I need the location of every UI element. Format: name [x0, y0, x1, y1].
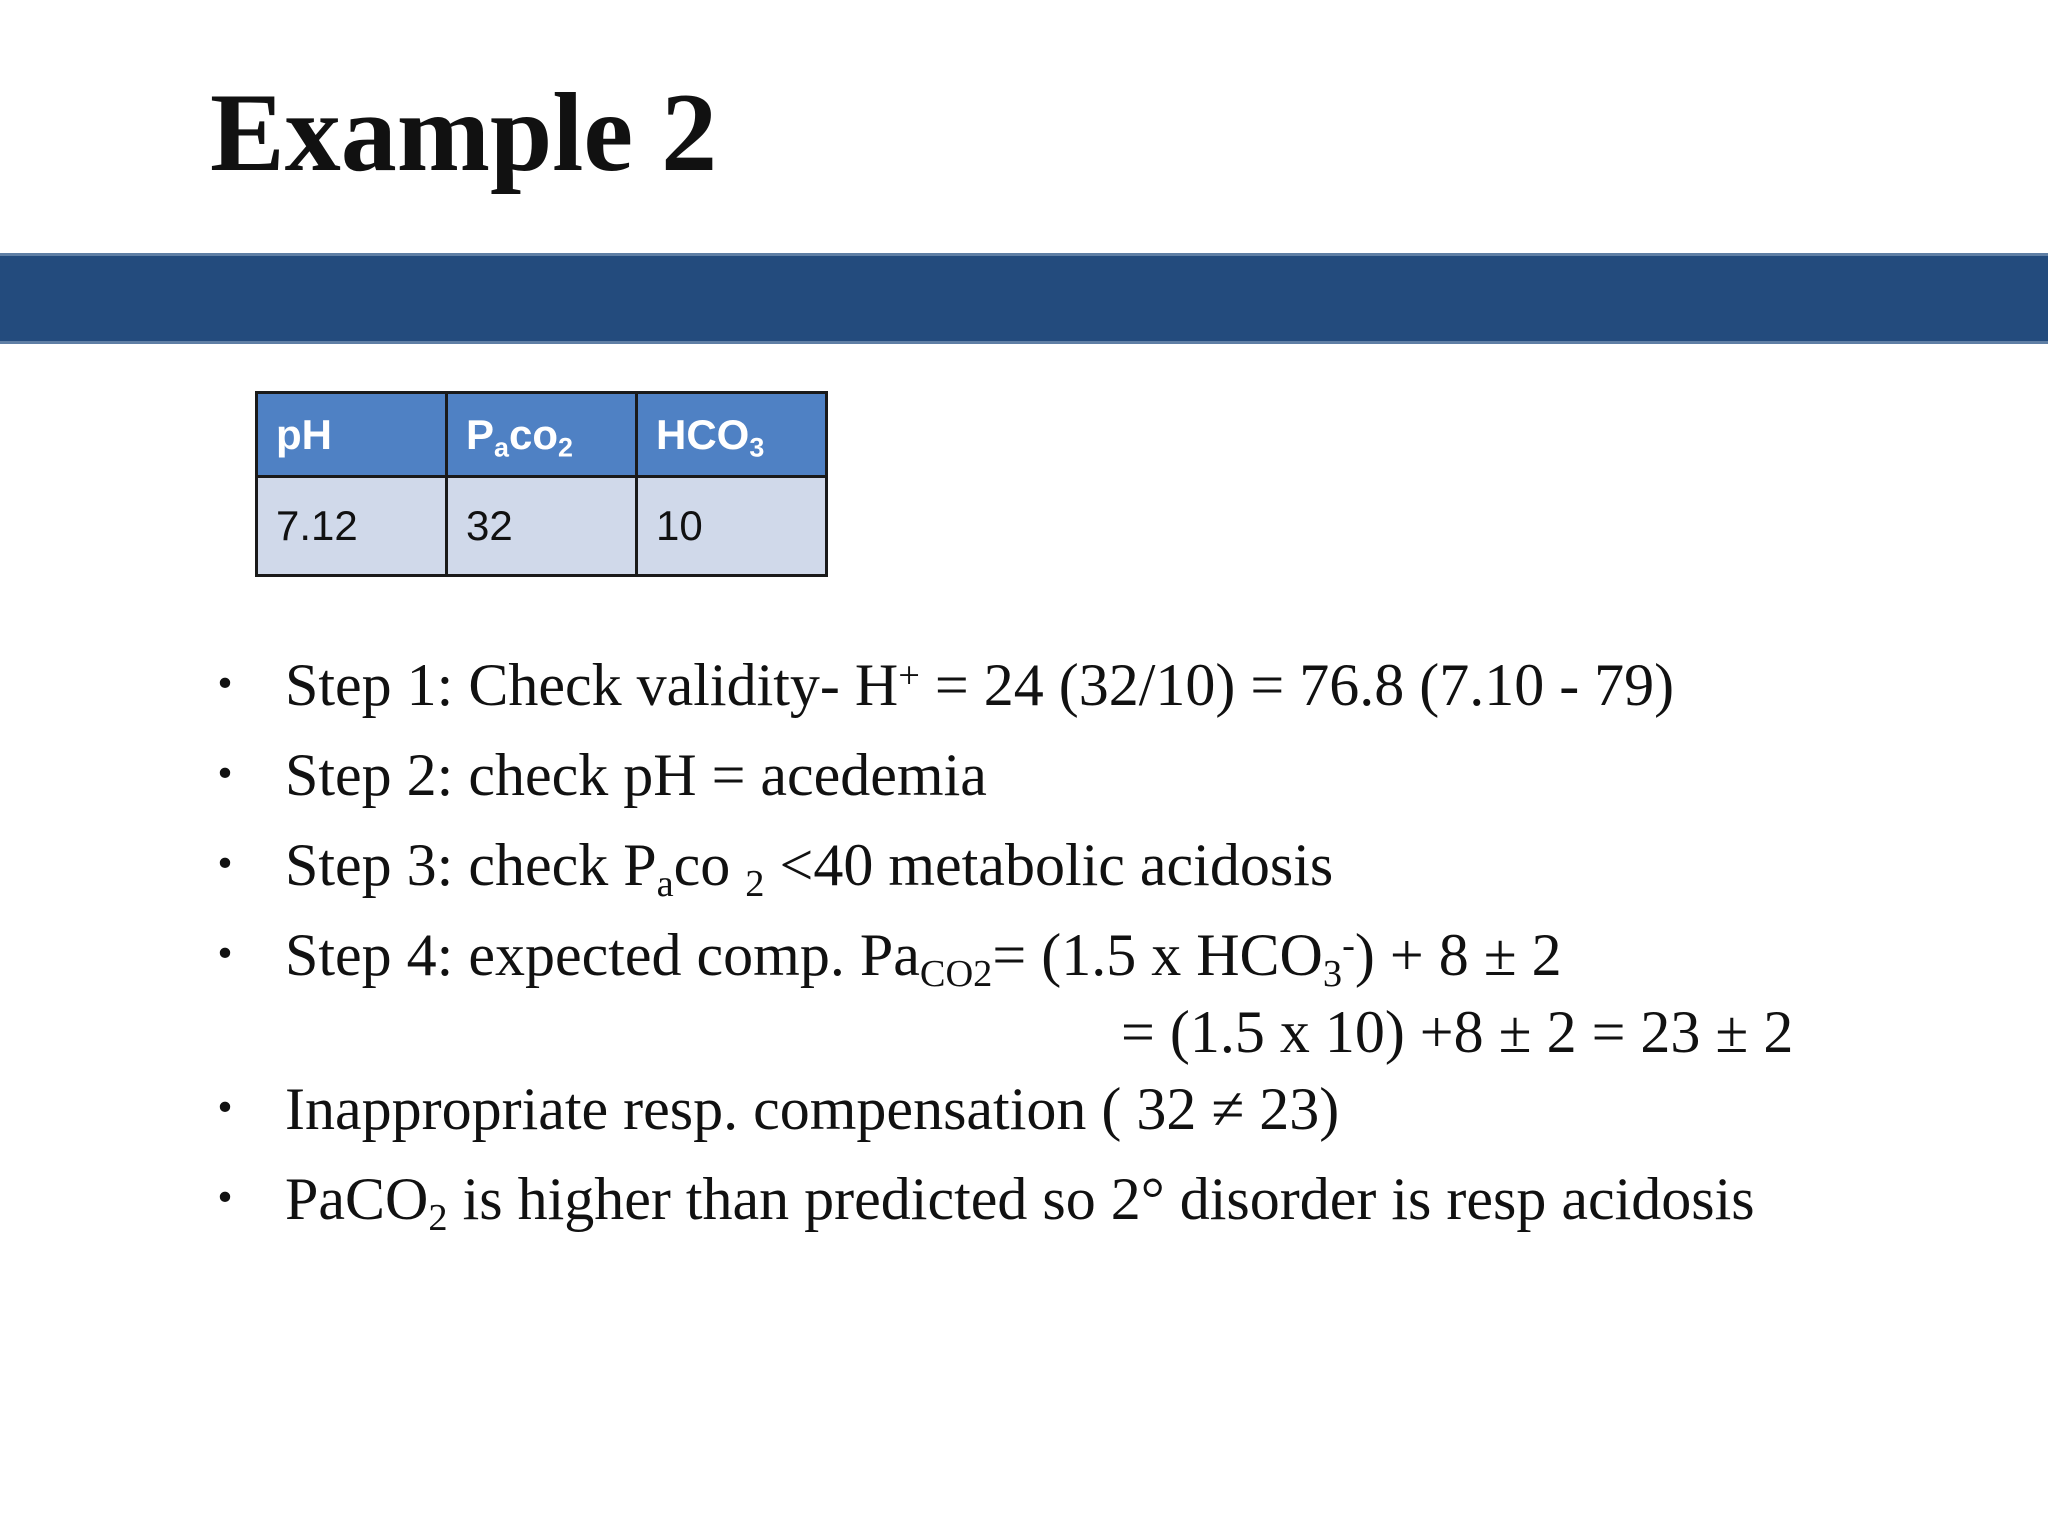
bullet-icon: •: [214, 934, 236, 975]
table-row: [257, 477, 827, 576]
table-header-row: [257, 393, 827, 477]
step-3: • Step 3: check $P_aco$ $_2$ <40 metabolic acidosis: [205, 820, 2035, 910]
abg-table: [255, 391, 828, 577]
header-hco3: $HCO_3$: [637, 393, 827, 477]
bullet-icon: •: [214, 1178, 236, 1219]
step-list: [205, 640, 2035, 1244]
header-ph: pH: [257, 393, 447, 477]
step-2: • Step 2: check pH = acedemia: [205, 730, 2035, 820]
bullet-icon: •: [214, 1088, 236, 1129]
value-paco2: 32: [447, 477, 637, 576]
bullet-icon: •: [214, 844, 236, 885]
bullet-icon: •: [214, 754, 236, 795]
value-hco3: 10: [637, 477, 827, 576]
step-6: • PaCO$_2$ is higher than predicted so 2° disorder is resp acidosis: [205, 1154, 2035, 1244]
header-paco2: $P_aco_2$: [447, 393, 637, 477]
step-4: • Step 4: expected comp. $Pa_{CO2}= (1.5$ x $HCO_3^-) + 8 \pm 2$ = (1.5 x 10) +8 ± 2 = 23 ± 2: [205, 910, 2035, 1064]
step-5: • Inappropriate resp. compensation ( 32 ≠ 23): [205, 1064, 2035, 1154]
value-ph: 7.12: [257, 477, 447, 576]
slide-title: Example 2: [210, 71, 718, 195]
step-1: • Step 1: Check validity- H+ = 24 (32/10) = 76.8 (7.10 - 79): [205, 640, 2035, 730]
step-4-continuation: = (1.5 x 10) +8 ± 2 = 23 ± 2: [1121, 999, 1794, 1065]
title-band: [0, 253, 2048, 344]
bullet-icon: •: [214, 664, 236, 705]
